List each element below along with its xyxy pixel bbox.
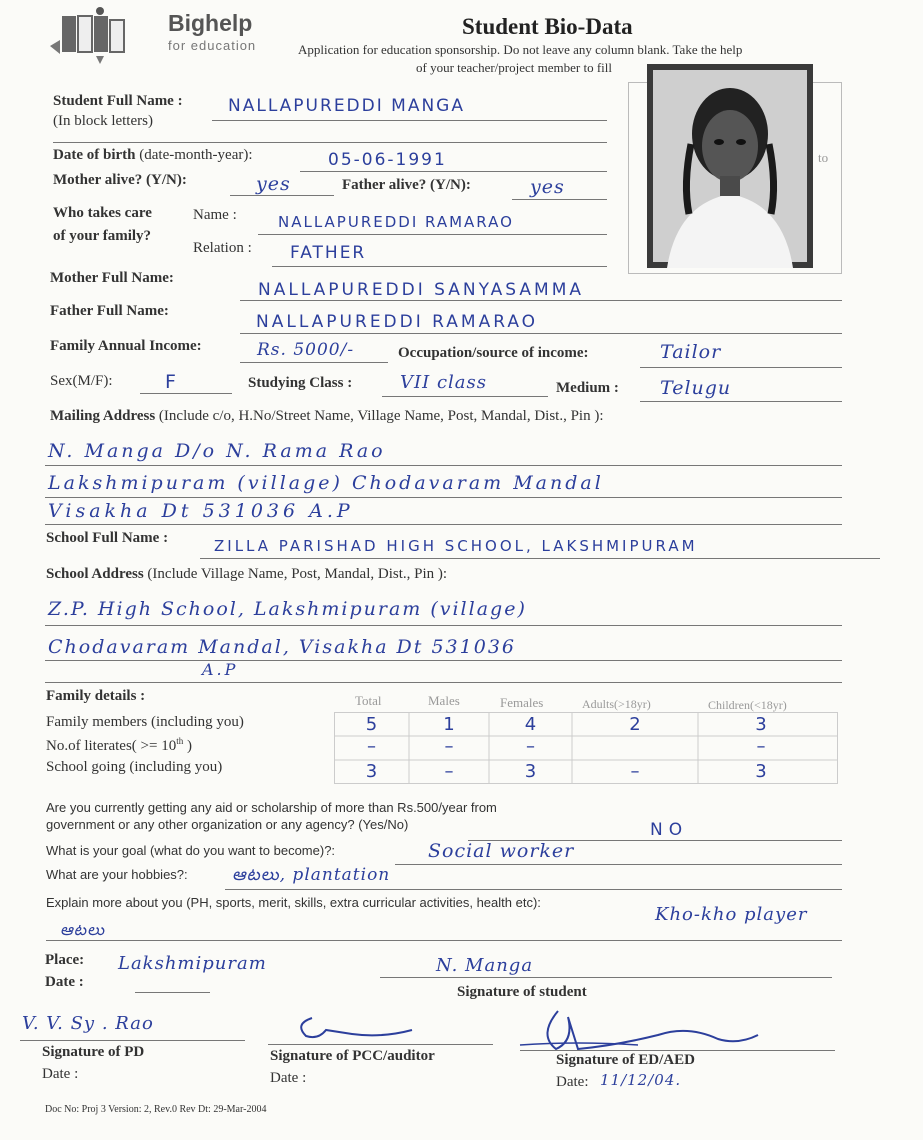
occupation-label: Occupation/source of income: — [398, 345, 589, 361]
school-address-underline-3 — [45, 682, 842, 683]
explain-question: Explain more about you (PH, sports, merit, skills, extra curricular activities, health etc): — [46, 895, 541, 910]
col-males: Males — [428, 693, 460, 708]
occupation-value: Tailor — [660, 341, 722, 363]
school-name-underline — [200, 558, 880, 559]
pcc-date-label: Date : — [270, 1070, 307, 1086]
cell-school-females: 3 — [524, 761, 537, 782]
brand-name: Bighelp — [168, 10, 253, 36]
dob-underline — [300, 171, 607, 172]
school-name-label: School Full Name : — [46, 530, 169, 546]
address-underline-2 — [45, 497, 842, 498]
mother-name-value: NALLAPUREDDI SANYASAMMA — [258, 280, 585, 300]
pd-sig-underline — [20, 1040, 245, 1041]
father-alive-label: Father alive? (Y/N): — [342, 177, 471, 193]
income-label: Family Annual Income: — [50, 338, 202, 354]
medium-value: Telugu — [660, 377, 732, 399]
student-signature-label: Signature of student — [457, 984, 587, 1000]
cell-members-adults: 2 — [629, 714, 641, 735]
sex-underline — [140, 393, 232, 394]
care-name-label: Name : — [193, 207, 237, 223]
col-adults: Adults(>18yr) — [582, 697, 651, 711]
ed-date-label: Date: — [556, 1074, 589, 1090]
student-sig-underline — [380, 977, 832, 978]
row-label-literates: No.of literates( >= 10th ) — [46, 736, 192, 754]
address-underline-1 — [45, 465, 842, 466]
cell-school-adults: – — [630, 761, 640, 782]
cell-school-males: – — [444, 761, 454, 782]
address-line-2: Lakshmipuram (village) Chodavaram Mandal — [48, 472, 604, 494]
student-name-sublabel: (In block letters) — [53, 113, 153, 129]
care-label-2: of your family? — [53, 228, 152, 244]
address-line-1: N. Manga D/o N. Rama Rao — [48, 440, 386, 462]
ed-sig-underline — [520, 1050, 835, 1051]
care-label-1: Who takes care — [53, 205, 152, 221]
sex-label: Sex(M/F): — [50, 373, 113, 389]
name-underline-2 — [53, 142, 607, 143]
medium-label: Medium : — [556, 380, 619, 396]
date-label: Date : — [45, 974, 84, 990]
ed-date-value: 11/12/04. — [600, 1071, 682, 1089]
col-total: Total — [355, 693, 382, 708]
school-address-line-1: Z.P. High School, Lakshmipuram (village) — [48, 598, 527, 620]
mother-name-label: Mother Full Name: — [50, 270, 174, 286]
occupation-underline — [640, 367, 842, 368]
cell-literates-females: – — [526, 736, 535, 757]
name-underline — [212, 120, 607, 121]
father-name-value: NALLAPUREDDI RAMARAO — [256, 312, 539, 332]
mother-alive-underline — [230, 195, 334, 196]
aid-value: NO — [650, 820, 689, 840]
explain-value: Kho-kho player — [655, 904, 808, 925]
cell-members-children: 3 — [755, 714, 767, 735]
cell-literates-total: – — [367, 736, 376, 757]
mother-name-underline — [240, 300, 842, 301]
bighelp-logo — [40, 6, 130, 76]
ed-signature-label: Signature of ED/AED — [556, 1052, 695, 1068]
address-label: Mailing Address (Include c/o, H.No/Street Name, Village Name, Post, Mandal, Dist., Pin ): — [50, 408, 604, 424]
cell-members-total: 5 — [365, 714, 378, 735]
mother-alive-value: yes — [256, 173, 291, 195]
row-label-school: School going (including you) — [46, 759, 223, 775]
school-address-label: School Address (Include Village Name, Post, Mandal, Dist., Pin ): — [46, 566, 448, 582]
care-name-value: NALLAPUREDDI RAMARAO — [278, 213, 514, 231]
col-children: Children(<18yr) — [708, 698, 787, 712]
page-title: Student Bio-Data — [462, 14, 633, 39]
cell-school-children: 3 — [755, 761, 767, 782]
hobbies-underline — [225, 889, 842, 890]
mother-alive-label: Mother alive? (Y/N): — [53, 172, 187, 188]
school-name-value: ZILLA PARISHAD HIGH SCHOOL, LAKSHMIPURAM — [214, 537, 698, 555]
place-label: Place: — [45, 952, 85, 968]
explain-underline — [46, 940, 842, 941]
doc-footer: Doc No: Proj 3 Version: 2, Rev.0 Rev Dt: 29-Mar-2004 — [45, 1104, 267, 1115]
address-underline-3 — [45, 524, 842, 525]
row-label-members: Family members (including you) — [46, 714, 244, 730]
cell-members-males: 1 — [443, 714, 455, 735]
pd-signature: V. V. Sy . Rao — [22, 1013, 154, 1034]
address-line-3: Visakha Dt 531036 A.P — [48, 500, 354, 522]
cell-literates-males: – — [444, 736, 454, 757]
cell-members-females: 4 — [524, 714, 537, 735]
school-address-line-3: A.P — [202, 660, 239, 679]
care-relation-label: Relation : — [193, 240, 252, 256]
father-name-label: Father Full Name: — [50, 303, 169, 319]
class-value: VII class — [400, 372, 487, 393]
date-underline — [135, 992, 210, 993]
pd-signature-label: Signature of PD — [42, 1044, 145, 1060]
instructions-line-2: of your teacher/project member to fill — [416, 60, 613, 75]
cell-school-total: 3 — [365, 761, 378, 782]
dob-value: 05-06-1991 — [328, 150, 447, 170]
book-icon — [40, 6, 130, 76]
goal-question: What is your goal (what do you want to become)?: — [46, 843, 336, 858]
student-signature: N. Manga — [436, 955, 534, 976]
hobbies-question: What are your hobbies?: — [46, 867, 188, 882]
class-label: Studying Class : — [248, 375, 353, 391]
cell-literates-children: – — [756, 736, 766, 757]
school-address-line-2: Chodavaram Mandal, Visakha Dt 531036 — [48, 636, 516, 658]
medium-underline — [640, 401, 842, 402]
father-alive-underline — [512, 199, 607, 200]
student-name-value: NALLAPUREDDI MANGA — [228, 96, 465, 116]
care-name-underline — [258, 234, 607, 235]
dob-label: Date of birth (date-month-year): — [53, 147, 253, 163]
class-underline — [382, 396, 548, 397]
goal-value: Social worker — [428, 840, 575, 862]
income-underline — [240, 362, 388, 363]
instructions-line-1: Application for education sponsorship. Do not leave any column blank. Take the help — [298, 42, 743, 57]
hobbies-value: ఆటలు, plantation — [232, 865, 391, 885]
father-alive-value: yes — [530, 176, 565, 198]
col-females: Females — [500, 695, 544, 710]
goal-underline — [395, 864, 842, 865]
brand-subtitle: for education — [168, 38, 257, 53]
place-value: Lakshmipuram — [118, 953, 267, 974]
school-address-underline-2 — [45, 660, 842, 661]
family-details-title: Family details : — [46, 688, 146, 704]
student-name-label: Student Full Name : — [53, 93, 183, 109]
income-value: Rs. 5000/- — [257, 340, 355, 360]
care-relation-underline — [272, 266, 607, 267]
photo-side-text: to — [818, 150, 829, 165]
school-address-underline-1 — [45, 625, 842, 626]
father-name-underline — [240, 333, 842, 334]
pd-date-label: Date : — [42, 1066, 79, 1082]
aid-question-1: Are you currently getting any aid or scholarship of more than Rs.500/year from — [46, 800, 497, 815]
sex-value: F — [165, 371, 178, 393]
pcc-sig-underline — [268, 1044, 493, 1045]
explain-value-2: ఆటలు — [60, 920, 106, 939]
aid-question-2: government or any other organization or any agency? (Yes/No) — [46, 817, 409, 832]
pcc-signature-label: Signature of PCC/auditor — [270, 1048, 435, 1064]
student-photo — [647, 64, 813, 268]
care-relation-value: FATHER — [290, 243, 367, 263]
